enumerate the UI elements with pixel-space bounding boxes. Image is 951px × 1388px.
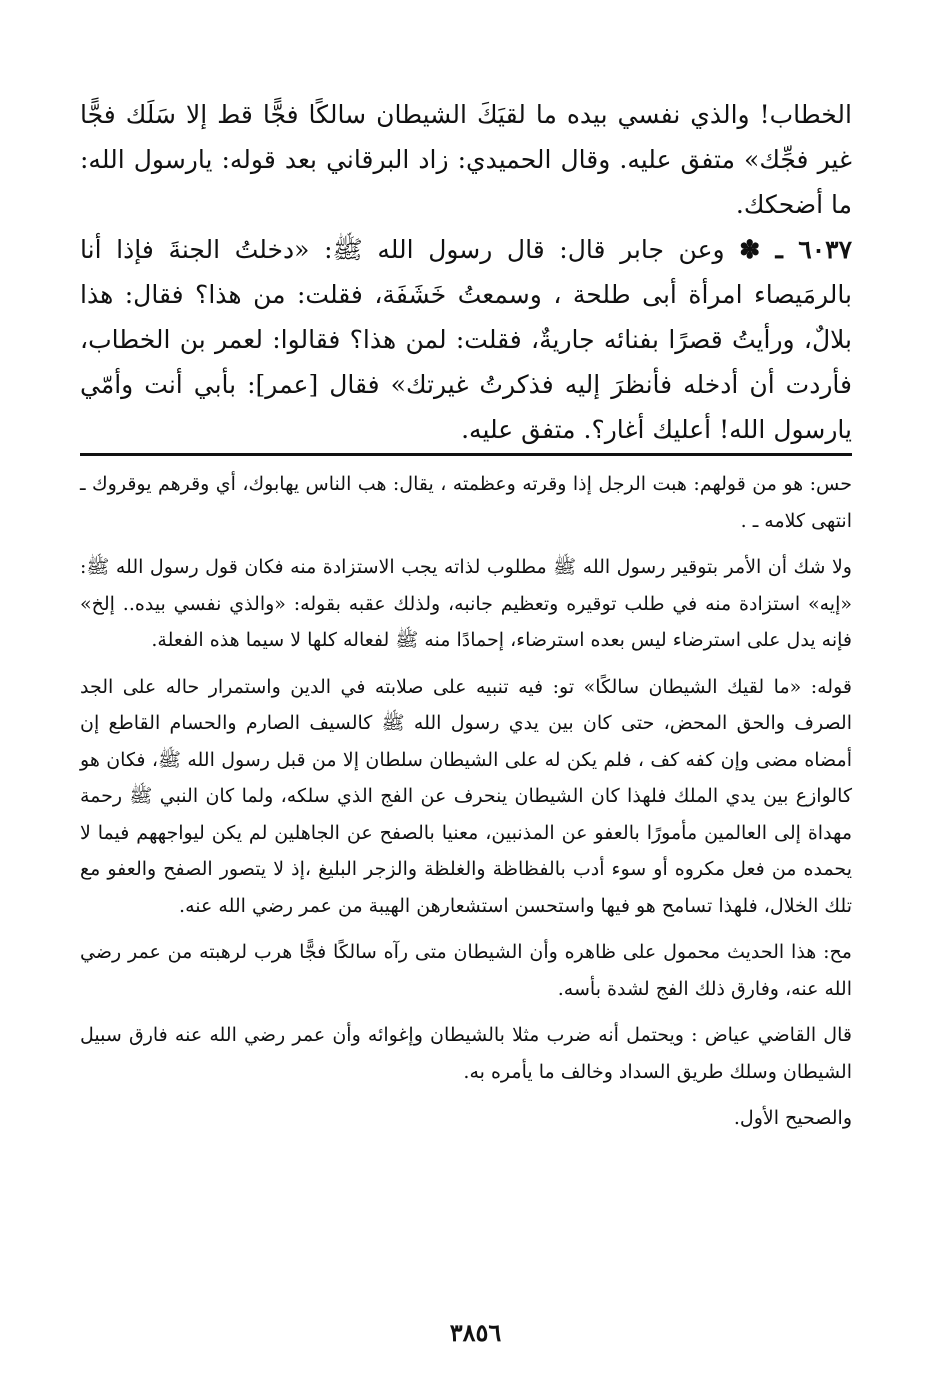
note-paragraph: قال القاضي عياض : ويحتمل أنه ضرب مثلا بالشيطان وإغوائه وأن عمر رضي الله عنه فارق سبيل الشيطان وسلك طريق السداد وخالف ما يأمره به. [80, 1024, 852, 1083]
note-paragraph: قوله: «ما لقيك الشيطان سالكًا» تو: فيه تنبيه على صلابته في الدين واستمرار حاله على الجد الصرف والحق المحض، حتى كان بين يدي رسول الله ﷺ كالسيف الصارم والحسام القاطع إن أمضاه مضى وإن كفه كف ، فلم يكن له على الشيطان سلطان إلا من قبل رسول الله ﷺ، فكان هو كالوازع بين يدي الملك فلهذا كان الشيطان ينحرف عن الفج الذي سلكه، ولما كان النبي ﷺ رحمة مهداة إلى العالمين مأمورًا بالعفو عن المذنبين، معنيا بالصفح عن الجاهلين لم يكن ليواجههم فيما لا يحمده من فعل مكروه أو سوء أدب بالفظاظة والغلظة والزجر البليغ ،إذ لا يتصور الصفح والعفو مع تلك الخلال، فلهذا تسامح هو فيها واستحسن استشعارهن الهيبة من عمر رضي الله عنه. [80, 675, 852, 917]
commentary-notes [80, 466, 852, 1147]
note-paragraph: مح: هذا الحديث محمول على ظاهره وأن الشيطان متى رآه سالكًا فجًّا هرب لرهبته من عمر رضي الله عنه، وفارق ذلك الفج لشدة بأسه. [80, 941, 852, 1000]
note-paragraph: حس: هو من قولهم: هبت الرجل إذا وقرته وعظمته ، يقال: هب الناس يهابوك، أي وقرهم يوقروك ـ انتهى كلامه ـ . [80, 473, 852, 532]
note-paragraph: ولا شك أن الأمر بتوقير رسول الله ﷺ مطلوب لذاته يجب الاستزادة منه فكان قول رسول الله ﷺ: «إيه» استزادة منه في طلب توقيره وتعظيم جانبه، ولذلك عقبه بقوله: «والذي نفسي بيده.. إلخ» فإنه يدل على استرضاء ليس بعده استرضاء، إحمادًا منه ﷺ لفعاله كلها لا سيما هذه الفعلة. [80, 556, 852, 651]
main-text [80, 92, 852, 452]
footnote-separator [80, 453, 852, 456]
hadith-paragraph [80, 227, 852, 452]
hadith-number: ٦٠٣٧ ـ ✽ [739, 235, 852, 264]
hadith-text: وعن جابر قال: قال رسول الله ﷺ: «دخلتُ الجنةَ فإذا أنا بالرمَيصاء امرأة أبى طلحة ، وسمعتُ خَشَفَة، فقلت: من هذا؟ فقال: هذا بلالٌ، ورأيتُ قصرًا بفنائه جاريةٌ، فقلت: لمن هذا؟ فقالوا: لعمر بن الخطاب، فأردت أن أدخله فأنظرَ إليه فذكرتُ غيرتك» فقال [عمر]: بأبي أنت وأمّي يارسول الله! أعليك أغار؟. متفق عليه. [80, 235, 852, 444]
page-number: ٣٨٥٦ [449, 1318, 502, 1347]
main-paragraph-continuation: الخطاب! والذي نفسي بيده ما لقيَكَ الشيطان سالكًا فجًّا قط إلا سَلَك فجًّا غير فجِّك» متفق عليه. وقال الحميدي: زاد البرقاني بعد قوله: يارسول الله: ما أضحكك. [80, 100, 852, 219]
note-paragraph: والصحيح الأول. [733, 1107, 852, 1129]
